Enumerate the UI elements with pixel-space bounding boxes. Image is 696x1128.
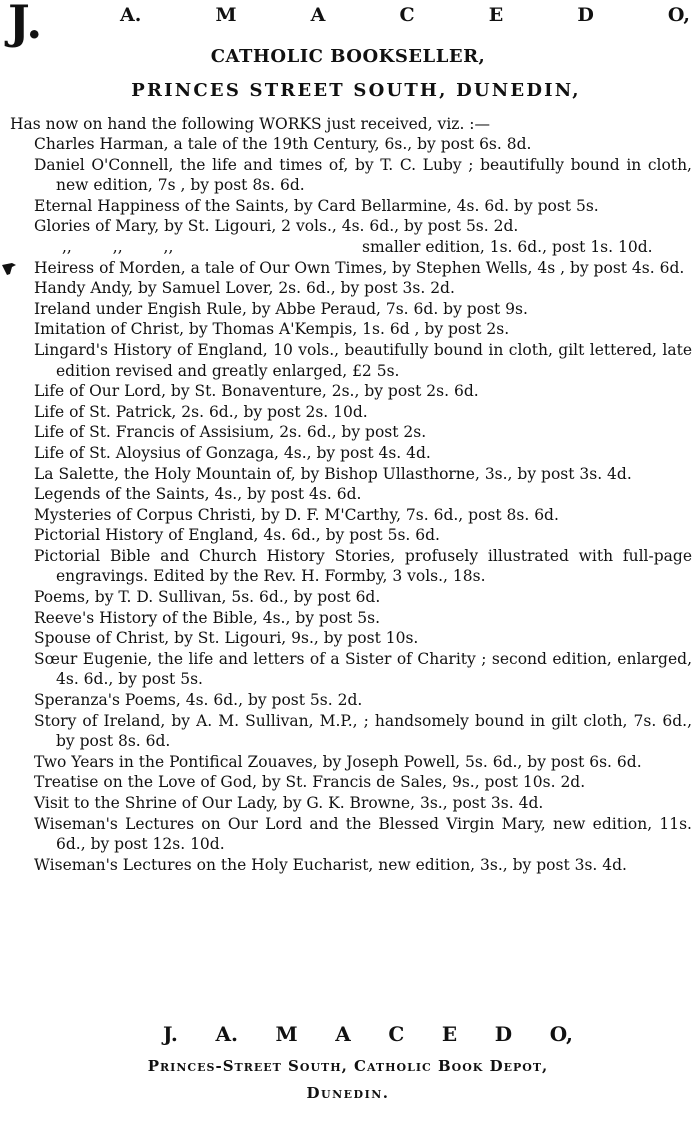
list-item: Treatise on the Love of God, by St. Francis de Sales, 9s., post 10s. 2d.: [34, 773, 586, 792]
book-list: [10, 134, 692, 875]
header-initial: J.: [8, 0, 43, 49]
header-address: PRINCES STREET SOUTH, DUNEDIN,: [131, 80, 581, 101]
footer-letter: J.: [163, 1022, 178, 1046]
footer-letter: A: [335, 1022, 351, 1046]
list-item: Reeve's History of the Bible, 4s., by post 5s.: [34, 608, 381, 627]
ditto-text: smaller edition, 1s. 6d., post 1s. 10d.: [362, 237, 653, 256]
list-item-text: Heiress of Morden, a tale of Our Own Times, by Stephen Wells, 4s , by post 4s. 6d.: [34, 258, 685, 277]
footer-name: [0, 1022, 696, 1046]
footer-letter: M: [275, 1022, 298, 1046]
list-item: Imitation of Christ, by Thomas A'Kempis, 1s. 6d , by post 2s.: [34, 320, 510, 339]
list-item: Charles Harman, a tale of the 19th Century, 6s., by post 6s. 8d.: [34, 135, 532, 153]
intro-text: Has now on hand the following WORKS just received, viz. :—: [10, 115, 491, 133]
list-item: [10, 258, 692, 279]
footer-letter: E: [441, 1022, 458, 1046]
list-item: Poems, by T. D. Sullivan, 5s. 6d., by post 6d.: [34, 588, 381, 607]
list-item: Glories of Mary, by St. Ligouri, 2 vols., 4s. 6d., by post 5s. 2d.: [34, 217, 519, 236]
list-item: Lingard's History of England, 10 vols., beautifully bound in cloth, gilt lettered, late edition revised and greatly enlarged, £2 5s.: [34, 340, 692, 380]
pointing-hand-icon: [0, 260, 18, 278]
header-name: [0, 0, 696, 48]
header-title: CATHOLIC BOOKSELLER,: [210, 46, 486, 67]
list-item: Spouse of Christ, by St. Ligouri, 9s., by post 10s.: [34, 629, 419, 648]
header-letter: M: [215, 4, 237, 26]
list-item: Ireland under Engish Rule, by Abbe Peraud, 7s. 6d. by post 9s.: [34, 299, 528, 318]
list-item: Two Years in the Pontifical Zouaves, by Joseph Powell, 5s. 6d., by post 6s. 6d.: [34, 752, 642, 771]
footer-city: Dunedin.: [306, 1084, 390, 1102]
list-item: Visit to the Shrine of Our Lady, by G. K. Browne, 3s., post 3s. 4d.: [34, 794, 544, 812]
list-item: Life of St. Francis of Assisium, 2s. 6d., by post 2s.: [34, 423, 427, 442]
list-item: Sœur Eugenie, the life and letters of a Sister of Charity ; second edition, enlarged, 4s. 6d., by post 5s.: [34, 649, 692, 689]
list-item: Pictorial History of England, 4s. 6d., by post 5s. 6d.: [34, 526, 440, 545]
header-letter: C: [399, 4, 415, 26]
footer-address: Princes-Street South, Catholic Book Depot,: [147, 1057, 549, 1075]
header-letter: E: [488, 4, 504, 26]
header-letter: O,: [667, 4, 690, 26]
list-item: Speranza's Poems, 4s. 6d., by post 5s. 2d.: [34, 691, 363, 710]
list-item: Wiseman's Lectures on Our Lord and the Blessed Virgin Mary, new edition, 11s. 6d., by post 12s. 10d.: [34, 814, 692, 854]
list-item: Eternal Happiness of the Saints, by Card Bellarmine, 4s. 6d. by post 5s.: [34, 196, 599, 215]
list-item: Daniel O'Connell, the life and times of, by T. C. Luby ; beautifully bound in cloth, new edition, 7s , by post 8s. 6d.: [34, 155, 692, 195]
list-item: Life of St. Patrick, 2s. 6d., by post 2s. 10d.: [34, 402, 368, 421]
list-item: Life of St. Aloysius of Gonzaga, 4s., by post 4s. 4d.: [34, 443, 431, 462]
list-item: Wiseman's Lectures on the Holy Eucharist, new edition, 3s., by post 3s. 4d.: [34, 855, 627, 874]
footer-letter: C: [388, 1022, 405, 1046]
list-item: La Salette, the Holy Mountain of, by Bishop Ullasthorne, 3s., by post 3s. 4d.: [34, 464, 632, 483]
footer-letter: D: [494, 1022, 513, 1046]
list-item: Legends of the Saints, 4s., by post 4s. 6d.: [34, 485, 362, 504]
header-letter: A.: [120, 4, 142, 26]
list-item: Mysteries of Corpus Christi, by D. F. M'Carthy, 7s. 6d., post 8s. 6d.: [34, 505, 559, 524]
list-item: Pictorial Bible and Church History Stories, profusely illustrated with full-page engravings. Edited by the Rev. H. Formby, 3 vols., 18s.: [34, 546, 692, 586]
list-item: Life of Our Lord, by St. Bonaventure, 2s., by post 2s. 6d.: [34, 382, 479, 401]
footer-letter: A.: [215, 1022, 238, 1046]
ditto-marks: ,, ,, ,,: [62, 237, 174, 256]
header-letter: A: [310, 4, 326, 26]
header-letter: D: [577, 4, 594, 26]
footer-letter: O,: [549, 1022, 573, 1046]
list-item-ditto: [10, 237, 692, 258]
list-item: Story of Ireland, by A. M. Sullivan, M.P., ; handsomely bound in gilt cloth, 7s. 6d., by post 8s. 6d.: [34, 711, 692, 751]
header-spaced-name: [120, 4, 690, 26]
list-item: Handy Andy, by Samuel Lover, 2s. 6d., by post 3s. 2d.: [34, 279, 455, 298]
